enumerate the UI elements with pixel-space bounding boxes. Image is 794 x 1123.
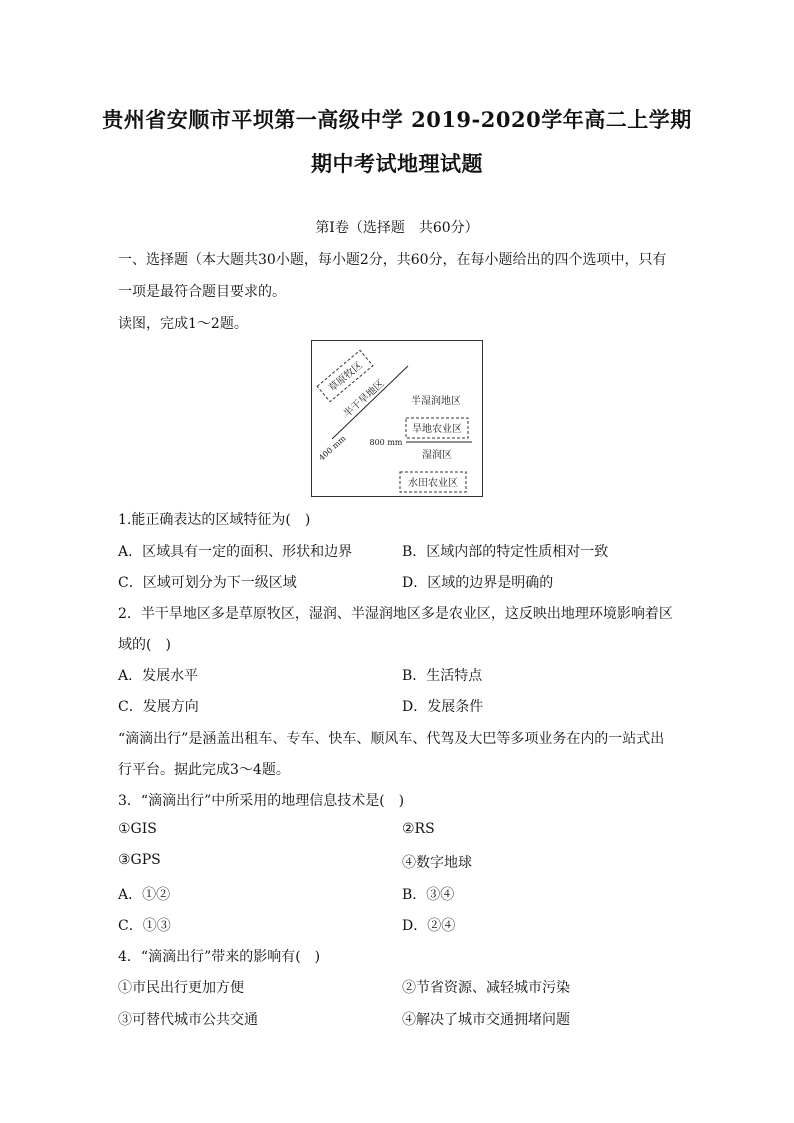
question-4-stem: 4．“滴滴出行”带来的影响有( ) [118,949,321,965]
question-1-stem: 1.能正确表达的区域特征为( ) [118,512,311,528]
label-dryfarm: 旱地农业区 [412,424,462,435]
label-subhumid: 半湿润地区 [411,396,461,407]
document-title-line-2: 期中考试地理试题 [311,151,483,176]
label-grassland: 草原牧区 [327,360,365,395]
question-1-option-b: B．区域内部的特定性质相对一致 [402,544,609,560]
part-intro-line-2: 一项是最符合题目要求的。 [118,284,286,300]
region-diagram-svg [312,341,482,496]
question-4-item-2: ②节省资源、减轻城市污染 [402,980,570,996]
question-2-option-c: C．发展方向 [118,699,199,715]
question-2-option-d: D．发展条件 [402,699,484,715]
section-heading: 第Ⅰ卷（选择题 共60分） [315,220,479,236]
read-prompt: 读图，完成1～2题。 [118,316,248,332]
question-1-option-d: D．区域的边界是明确的 [402,575,554,591]
label-humid: 湿润区 [422,450,452,461]
question-3-option-b: B．③④ [402,887,455,903]
question-2-option-b: B．生活特点 [402,668,483,684]
question-3-stem: 3．“滴滴出行”中所采用的地理信息技术是( ) [118,793,405,809]
label-semiarid: 半干旱地区 [342,378,387,420]
question-2-stem-line-2: 域的( ) [118,637,171,653]
label-paddy: 水田农业区 [408,478,458,489]
question-3-option-a: A．①② [118,887,171,903]
question-1-option-a: A．区域具有一定的面积、形状和边界 [118,544,353,560]
question-3-item-4: ④数字地球 [402,855,472,871]
passage-line-2: 行平台。据此完成3～4题。 [118,762,290,778]
question-2-option-a: A．发展水平 [118,668,199,684]
question-4-item-4: ④解决了城市交通拥堵问题 [402,1012,570,1028]
question-4-item-3: ③可替代城市公共交通 [118,1012,258,1028]
question-3-item-3: ③GPS [118,852,161,868]
question-3-option-c: C．①③ [118,918,171,934]
label-800mm: 800 mm [369,438,403,447]
question-3-item-1: ①GIS [118,821,157,837]
passage-line-1: “滴滴出行”是涵盖出租车、专车、快车、顺风车、代驾及大巴等多项业务在内的一站式出 [118,731,665,747]
region-diagram [311,340,483,497]
question-3-option-d: D．②④ [402,918,456,934]
question-3-item-2: ②RS [402,821,435,837]
question-1-option-c: C．区域可划分为下一级区域 [118,575,297,591]
document-title-line-1: 贵州省安顺市平坝第一高级中学 2019-2020学年高二上学期 [102,107,692,132]
question-4-item-1: ①市民出行更加方便 [118,980,244,996]
part-intro-line-1: 一、选择题（本大题共30小题，每小题2分，共60分，在每小题给出的四个选项中，只有 [118,252,667,268]
label-400mm: 400 mm [317,433,348,463]
question-2-stem-line-1: 2．半干旱地区多是草原牧区，湿润、半湿润地区多是农业区，这反映出地理环境影响着区 [118,606,673,622]
